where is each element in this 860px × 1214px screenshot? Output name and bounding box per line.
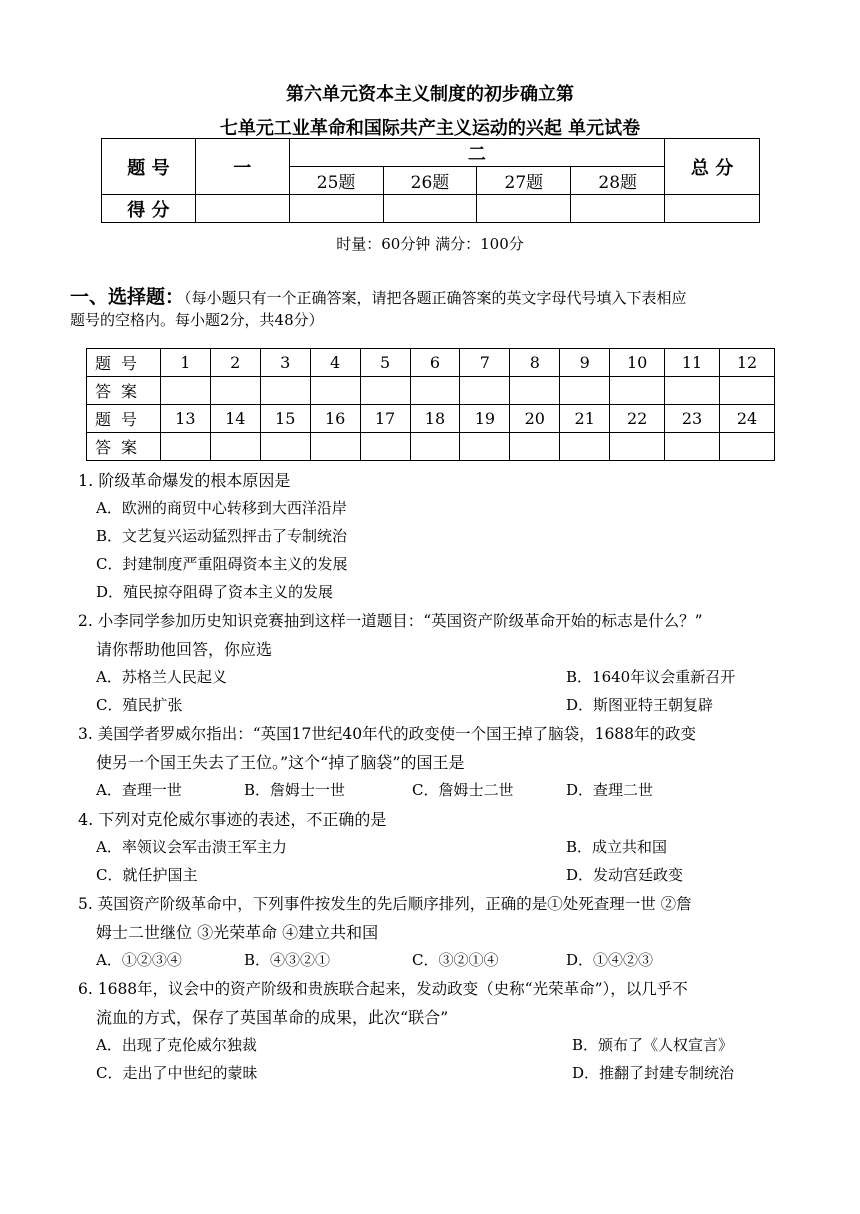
question-3-option-c[interactable]: C．詹姆士二世 [412,781,514,799]
question-5-option-a[interactable]: A．①②③④ [96,951,182,969]
score-cell[interactable] [571,195,665,223]
answer-cell[interactable] [560,433,610,461]
answer-cell[interactable] [610,377,665,405]
question-2-option-c[interactable]: C．殖民扩张 [96,696,183,714]
time-info: 时量：60分钟 满分：100分 [336,235,524,253]
score-table [101,138,760,223]
answer-cell[interactable] [460,377,510,405]
section1-heading: 一、选择题： [70,286,185,308]
answer-cell[interactable] [510,377,560,405]
score-subheader-25: 25题 [289,167,383,195]
answer-cell[interactable] [410,377,460,405]
question-5-option-b[interactable]: B．④③②① [244,951,331,969]
question-6-stem-cont: 流血的方式，保存了英国革命的成果，此次“联合” [96,1008,449,1027]
exam-title-line2: 七单元工业革命和国际共产主义运动的兴起 单元试卷 [219,118,641,139]
score-cell[interactable] [477,195,571,223]
question-1-option-b[interactable]: B．文艺复兴运动猛烈抨击了专制统治 [96,527,348,545]
question-number: 19 [460,405,510,433]
question-number: 13 [160,405,210,433]
answer-cell[interactable] [460,433,510,461]
answer-cell[interactable] [260,433,310,461]
score-header-part2: 二 [289,139,664,167]
score-header-total: 总 分 [665,139,760,195]
question-6-option-a[interactable]: A．出现了克伦威尔独裁 [96,1036,257,1054]
exam-title-line1: 第六单元资本主义制度的初步确立第 [286,84,574,105]
question-1-stem: 1. 阶级革命爆发的根本原因是 [78,471,291,490]
answer-cell[interactable] [610,433,665,461]
question-6-option-b[interactable]: B．颁布了《人权宣言》 [572,1036,734,1054]
answer-cell[interactable] [210,433,260,461]
score-subheader-26: 26题 [383,167,477,195]
question-4-stem: 4. 下列对克伦威尔事迹的表述，不正确的是 [78,810,387,829]
question-2-option-a[interactable]: A．苏格兰人民起义 [96,668,227,686]
question-4-option-d[interactable]: D．发动宫廷政变 [566,866,684,884]
answer-cell[interactable] [410,433,460,461]
question-3-option-d[interactable]: D．查理二世 [566,781,654,799]
question-number: 24 [720,405,775,433]
question-1-option-c[interactable]: C．封建制度严重阻碍资本主义的发展 [96,555,348,573]
score-cell[interactable] [289,195,383,223]
answer-row-label: 题号 [87,405,161,433]
question-4-option-a[interactable]: A．率领议会军击溃王军主力 [96,838,287,856]
question-5-option-d[interactable]: D．①④②③ [566,951,654,969]
question-number: 22 [610,405,665,433]
answer-cell[interactable] [665,433,720,461]
question-2-stem: 2. 小李同学参加历史知识竞赛抽到这样一道题目：“英国资产阶级革命开始的标志是什么？” [78,612,703,630]
answer-row-label: 答案 [87,377,161,405]
question-number: 9 [560,349,610,377]
section1-instructions-cont: 题号的空格内。每小题2分，共48分） [70,311,324,329]
score-cell[interactable] [665,195,760,223]
answer-cell[interactable] [160,433,210,461]
answer-cell[interactable] [720,377,775,405]
score-cell[interactable] [195,195,289,223]
question-number: 11 [665,349,720,377]
score-subheader-27: 27题 [477,167,571,195]
answer-row-label: 题号 [87,349,161,377]
question-number: 12 [720,349,775,377]
question-5-stem: 5. 英国资产阶级革命中，下列事件按发生的先后顺序排列，正确的是①处死查理一世 ②詹 [78,895,692,913]
question-number: 1 [160,349,210,377]
question-number: 5 [360,349,410,377]
section1-heading-line [70,282,687,309]
section1-instructions: （每小题只有一个正确答案，请把各题正确答案的英文字母代号填入下表相应 [184,289,687,307]
answer-cell[interactable] [360,377,410,405]
score-header-part1: 一 [195,139,289,195]
question-5-stem-cont: 姆士二世继位 ③光荣革命 ④建立共和国 [96,923,379,942]
question-number: 7 [460,349,510,377]
score-header-tihao: 题 号 [102,139,196,195]
question-number: 17 [360,405,410,433]
question-2-option-d[interactable]: D．斯图亚特王朝复辟 [566,696,714,714]
question-number: 18 [410,405,460,433]
answer-cell[interactable] [260,377,310,405]
answer-cell[interactable] [310,377,360,405]
answer-row-label: 答案 [87,433,161,461]
question-4-option-c[interactable]: C．就任护国主 [96,866,198,884]
question-number: 10 [610,349,665,377]
answer-cell[interactable] [310,433,360,461]
question-2-option-b[interactable]: B．1640年议会重新召开 [566,668,736,686]
answer-cell[interactable] [160,377,210,405]
question-4-option-b[interactable]: B．成立共和国 [566,838,668,856]
question-number: 20 [510,405,560,433]
question-6-stem: 6. 1688年，议会中的资产阶级和贵族联合起来，发动政变（史称“光荣革命”），以几乎不 [78,980,688,998]
score-row-defen: 得 分 [102,195,196,223]
question-6-option-c[interactable]: C．走出了中世纪的蒙昧 [96,1064,258,1082]
answer-table [86,348,775,461]
question-3-option-b[interactable]: B．詹姆士一世 [244,781,346,799]
answer-cell[interactable] [665,377,720,405]
question-number: 21 [560,405,610,433]
question-2-stem-cont: 请你帮助他回答，你应选 [96,640,273,659]
question-1-option-a[interactable]: A．欧洲的商贸中心转移到大西洋沿岸 [96,499,347,517]
answer-cell[interactable] [720,433,775,461]
question-number: 15 [260,405,310,433]
question-1-option-d[interactable]: D．殖民掠夺阻碍了资本主义的发展 [96,583,334,601]
answer-cell[interactable] [560,377,610,405]
question-number: 23 [665,405,720,433]
question-number: 8 [510,349,560,377]
question-3-stem: 3. 美国学者罗威尔指出：“英国17世纪40年代的政变使一个国王掉了脑袋，1688年的政变 [78,725,697,743]
question-6-option-d[interactable]: D．推翻了封建专制统治 [572,1064,735,1082]
question-number: 2 [210,349,260,377]
score-cell[interactable] [383,195,477,223]
question-3-stem-cont: 使另一个国王失去了王位。”这个“掉了脑袋”的国王是 [96,753,465,772]
score-subheader-28: 28题 [571,167,665,195]
question-5-option-c[interactable]: C．③②①④ [412,951,499,969]
answer-cell[interactable] [210,377,260,405]
answer-cell[interactable] [510,433,560,461]
question-number: 4 [310,349,360,377]
question-number: 6 [410,349,460,377]
question-number: 16 [310,405,360,433]
question-number: 14 [210,405,260,433]
answer-cell[interactable] [360,433,410,461]
question-number: 3 [260,349,310,377]
question-3-option-a[interactable]: A．查理一世 [96,781,182,799]
